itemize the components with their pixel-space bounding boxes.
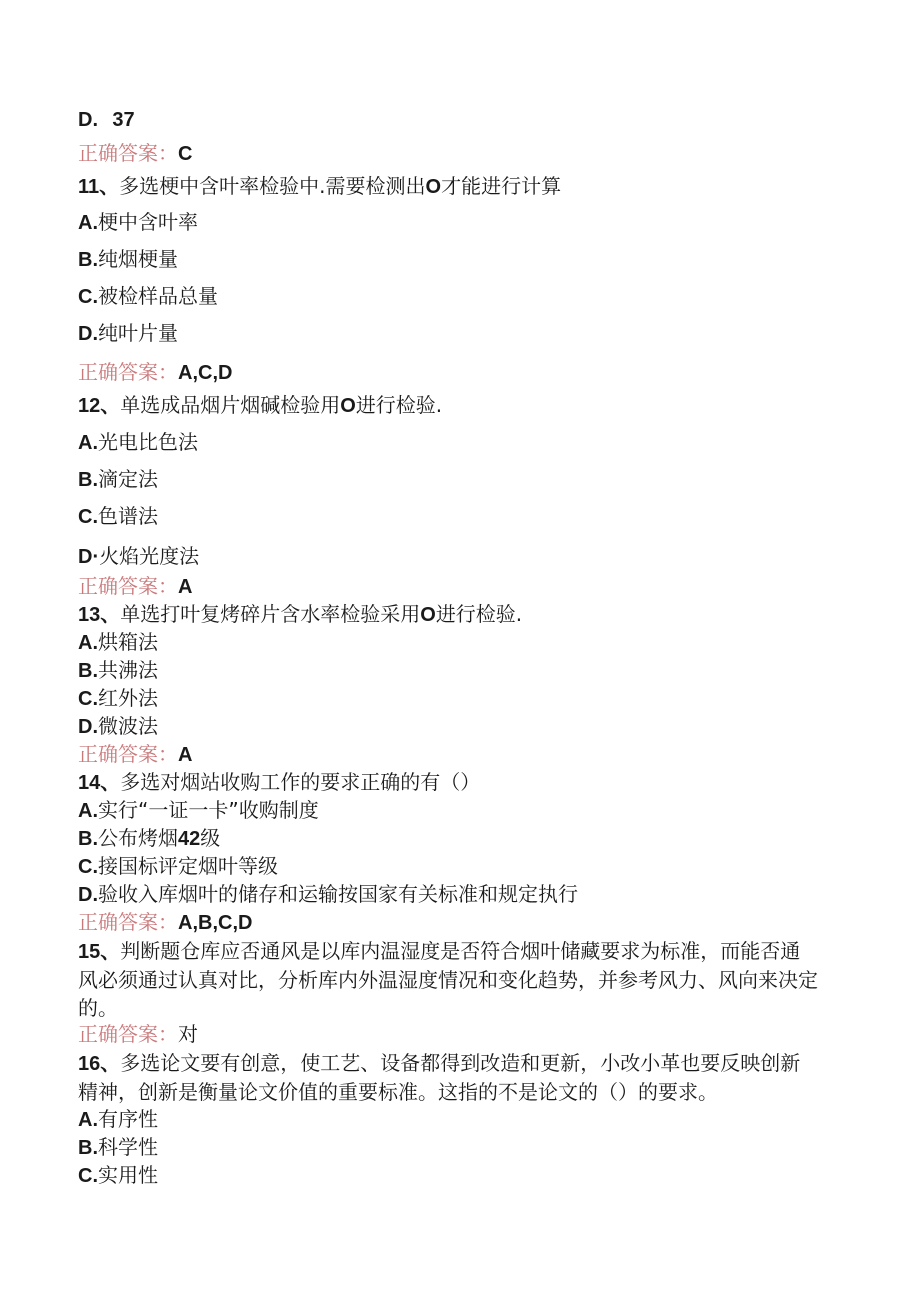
q14-option-b bbox=[78, 825, 220, 852]
q14-option-c bbox=[78, 853, 278, 880]
q16-option-a bbox=[78, 1106, 158, 1133]
option-text: 红外法 bbox=[98, 686, 158, 710]
q13-option-b bbox=[78, 657, 158, 684]
option-text: 接国标评定烟叶等级 bbox=[98, 854, 278, 878]
question-text-end: 进行检验. bbox=[355, 393, 443, 417]
q10-option-d bbox=[78, 106, 135, 133]
q14-answer bbox=[78, 909, 252, 936]
question-text-end: 才能进行计算 bbox=[441, 174, 562, 198]
answer-label: 正确答案： bbox=[78, 910, 178, 934]
option-letter: D. bbox=[78, 884, 98, 906]
q16-option-b bbox=[78, 1134, 158, 1161]
answer-value: C bbox=[178, 143, 193, 165]
q11-option-b bbox=[78, 246, 178, 273]
option-letter: A. bbox=[78, 212, 98, 234]
q12-answer bbox=[78, 573, 192, 600]
q12-option-a bbox=[78, 429, 198, 456]
option-letter: B. bbox=[78, 1137, 98, 1159]
option-text: 纯烟梗量 bbox=[98, 247, 178, 271]
option-text: 烘箱法 bbox=[98, 630, 158, 654]
option-letter: A. bbox=[78, 432, 98, 454]
q11-answer bbox=[78, 359, 232, 386]
answer-label: 正确答案： bbox=[78, 1022, 178, 1046]
option-letter: C. bbox=[78, 506, 98, 528]
answer-value: A,B,C,D bbox=[178, 912, 253, 934]
q13-option-d bbox=[78, 713, 158, 740]
question-text: 多选对烟站收购工作的要求正确的有（） bbox=[120, 770, 481, 794]
option-letter: B. bbox=[78, 469, 98, 491]
question-number: 16、 bbox=[78, 1053, 121, 1075]
option-text: 验收入库烟叶的储存和运输按国家有关标准和规定执行 bbox=[98, 882, 578, 906]
q11-option-c bbox=[78, 283, 218, 310]
option-letter: C. bbox=[78, 856, 98, 878]
question-text: 多选梗中含叶率检验中.需要检测出 bbox=[119, 174, 426, 198]
q12-option-c bbox=[78, 503, 158, 530]
option-text: 滴定法 bbox=[98, 467, 158, 491]
question-number: 12、 bbox=[78, 395, 121, 417]
option-text: 有序性 bbox=[98, 1107, 158, 1131]
question-text: 单选打叶复烤碎片含水率检验采用 bbox=[120, 602, 421, 626]
answer-label: 正确答案： bbox=[78, 141, 178, 165]
option-letter: C. bbox=[78, 1165, 98, 1187]
q13-option-a bbox=[78, 629, 158, 656]
option-letter: D. bbox=[78, 109, 98, 131]
option-text-number: 42 bbox=[178, 828, 201, 850]
option-text: 纯叶片量 bbox=[98, 321, 178, 345]
option-text: 37 bbox=[112, 109, 135, 131]
option-letter: C. bbox=[78, 688, 98, 710]
answer-value: 对 bbox=[178, 1022, 198, 1046]
question-blank: O bbox=[425, 176, 442, 198]
option-letter: A. bbox=[78, 800, 98, 822]
option-letter: D· bbox=[78, 546, 100, 568]
answer-value: A,C,D bbox=[178, 362, 233, 384]
option-text: 微波法 bbox=[98, 714, 158, 738]
option-text: 实用性 bbox=[98, 1163, 158, 1187]
option-text: 火焰光度法 bbox=[99, 544, 200, 568]
q13-option-c bbox=[78, 685, 158, 712]
q16-option-c bbox=[78, 1162, 158, 1189]
question-text: 判断题仓库应否通风是以库内温湿度是否符合烟叶储藏要求为标准，而能否通风必须通过认真对比，分析库内外温湿度情况和变化趋势，并参考风力、风向来决定的。 bbox=[78, 939, 818, 1020]
option-letter: B. bbox=[78, 660, 98, 682]
q12-option-b bbox=[78, 466, 158, 493]
question-text: 单选成品烟片烟碱检验用 bbox=[120, 393, 341, 417]
q14-option-d bbox=[78, 881, 578, 908]
option-text: 被检样品总量 bbox=[98, 284, 218, 308]
option-text: 梗中含叶率 bbox=[98, 210, 198, 234]
option-text: 光电比色法 bbox=[98, 430, 198, 454]
q16-stem bbox=[78, 1049, 818, 1106]
q12-option-d bbox=[78, 543, 199, 570]
q13-stem bbox=[78, 601, 522, 628]
option-text: 实行“一证一卡”收购制度 bbox=[98, 798, 319, 822]
question-number: 11、 bbox=[78, 176, 120, 198]
question-number: 15、 bbox=[78, 941, 121, 963]
question-blank: O bbox=[420, 604, 436, 626]
option-text: 共沸法 bbox=[98, 658, 158, 682]
q12-stem bbox=[78, 392, 442, 419]
answer-label: 正确答案： bbox=[78, 742, 178, 766]
question-number: 13、 bbox=[78, 604, 121, 626]
q11-option-d bbox=[78, 320, 178, 347]
option-text-end: 级 bbox=[200, 826, 221, 850]
answer-label: 正确答案： bbox=[78, 360, 178, 384]
option-text: 科学性 bbox=[98, 1135, 158, 1159]
option-letter: A. bbox=[78, 632, 98, 654]
q10-answer bbox=[78, 140, 192, 167]
question-text: 多选论文要有创意，使工艺、设备都得到改造和更新，小改小革也要反映创新精神，创新是衡量论文价值的重要标准。这指的不是论文的（）的要求。 bbox=[78, 1051, 801, 1104]
answer-value: A bbox=[178, 744, 193, 766]
option-letter: C. bbox=[78, 286, 98, 308]
answer-label: 正确答案： bbox=[78, 574, 178, 598]
option-text: 色谱法 bbox=[98, 504, 158, 528]
option-letter: A. bbox=[78, 1109, 98, 1131]
q14-stem bbox=[78, 769, 480, 796]
option-letter: B. bbox=[78, 828, 98, 850]
question-number: 14、 bbox=[78, 772, 121, 794]
option-letter: B. bbox=[78, 249, 98, 271]
answer-value: A bbox=[178, 576, 193, 598]
q13-answer bbox=[78, 741, 192, 768]
q15-stem bbox=[78, 937, 818, 1022]
option-letter: D. bbox=[78, 716, 98, 738]
option-text: 公布烤烟 bbox=[98, 826, 178, 850]
question-text-end: 进行检验. bbox=[435, 602, 523, 626]
q15-answer bbox=[78, 1021, 198, 1047]
q14-option-a bbox=[78, 797, 319, 824]
question-blank: O bbox=[340, 395, 356, 417]
option-letter: D. bbox=[78, 323, 98, 345]
q11-stem bbox=[78, 173, 561, 200]
q11-option-a bbox=[78, 209, 198, 236]
